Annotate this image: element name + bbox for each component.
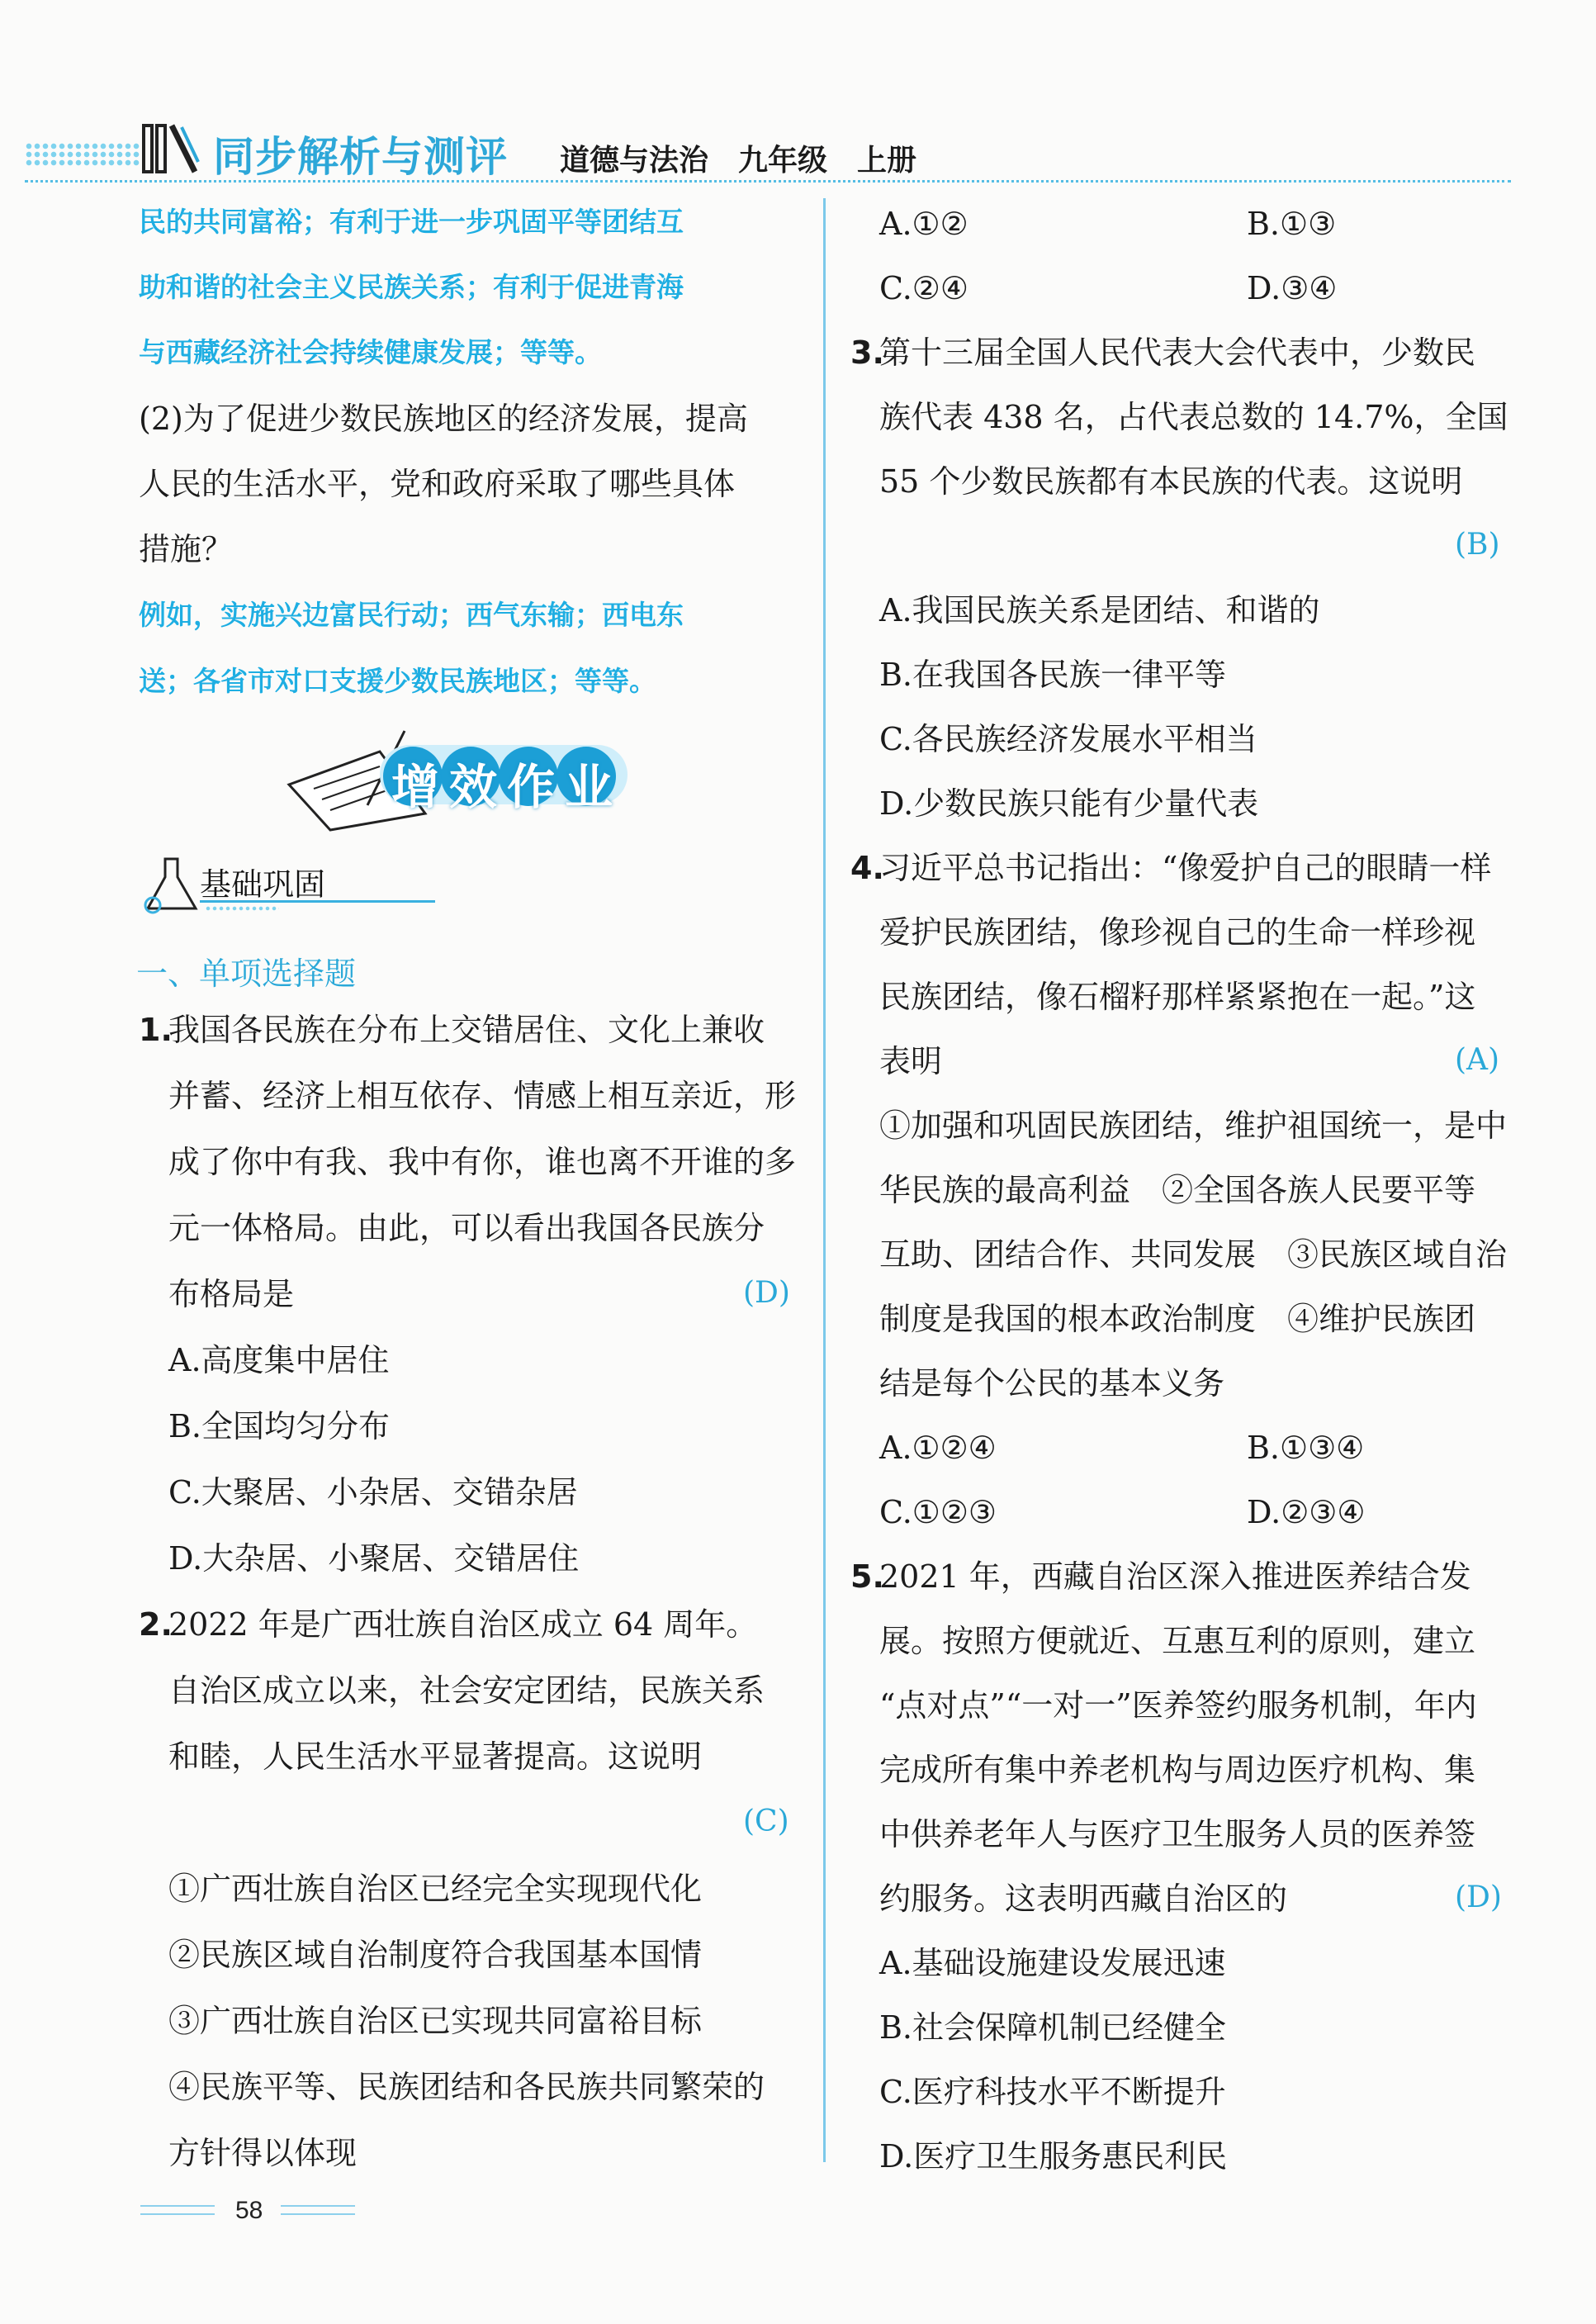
banner-title: 增效作业: [391, 759, 623, 815]
question-line: 并蓄、经济上相互依存、情感上相互亲近，形: [168, 1078, 797, 1114]
option: D.③④: [1247, 270, 1338, 306]
answer-line: 助和谐的社会主义民族关系；有利于促进青海: [139, 271, 684, 303]
question-number: 1.: [139, 1012, 173, 1048]
question-number: 2.: [139, 1606, 173, 1643]
answer-line: 例如，实施兴边富民行动；西气东输；西电东: [139, 599, 684, 631]
section-title: 基础巩固: [200, 866, 326, 903]
answer-line: 与西藏经济社会持续健康发展；等等。: [139, 336, 602, 368]
flask-icon: [136, 851, 202, 917]
option: A.高度集中居住: [168, 1342, 390, 1378]
option: A.我国民族关系是团结、和谐的: [879, 592, 1320, 628]
statement: 制度是我国的根本政治制度 ④维护民族团: [879, 1301, 1476, 1337]
statement: 互助、团结合作、共同发展 ③民族区域自治: [879, 1236, 1508, 1273]
statement: 结是每个公民的基本义务: [879, 1365, 1225, 1402]
page-number-rule: [281, 2205, 355, 2207]
option: B.全国均匀分布: [168, 1408, 391, 1444]
page-number-rule: [281, 2213, 355, 2215]
question-line: “点对点”“一对一”医养签约服务机制，年内: [879, 1687, 1477, 1724]
option: B.①③: [1247, 206, 1337, 242]
option: D.大杂居、小聚居、交错居住: [168, 1540, 580, 1577]
option: C.②④: [879, 270, 968, 306]
answer-mark: (D): [743, 1276, 790, 1310]
section-underline: [200, 900, 435, 903]
statement: 方针得以体现: [168, 2135, 358, 2171]
book-subtitle: 道德与法治 九年级 上册: [560, 144, 917, 178]
question-line: 2021 年，西藏自治区深入推进医养结合发: [879, 1558, 1471, 1595]
statement: ①加强和巩固民族团结，维护祖国统一，是中: [879, 1107, 1508, 1144]
header-dots-decoration: [25, 142, 140, 167]
option: A.基础设施建设发展迅速: [879, 1945, 1226, 1981]
answer-line: 送；各省市对口支援少数民族地区；等等。: [139, 665, 656, 697]
page-number-rule: [140, 2213, 215, 2215]
question-number: 3.: [850, 334, 884, 371]
option: C.各民族经济发展水平相当: [879, 721, 1257, 757]
question-line: 民族团结，像石榴籽那样紧紧抱在一起。”这: [879, 979, 1476, 1015]
question-line: 习近平总书记指出：“像爱护自己的眼睛一样: [879, 850, 1492, 886]
answer-mark: (D): [1455, 1881, 1502, 1914]
statement: ②民族区域自治制度符合我国基本国情: [168, 1937, 703, 1973]
question-line: 族代表 438 名，占代表总数的 14.7%，全国: [879, 399, 1508, 435]
option: C.医疗科技水平不断提升: [879, 2074, 1226, 2110]
question-line: 爱护民族团结，像珍视自己的生命一样珍视: [879, 914, 1476, 951]
answer-mark: (C): [743, 1805, 789, 1838]
question-line: 成了你中有我、我中有你，谁也离不开谁的多: [168, 1144, 797, 1180]
question-line: 人民的生活水平，党和政府采取了哪些具体: [139, 466, 736, 502]
option: A.①②④: [879, 1430, 997, 1466]
question-line: 约服务。这表明西藏自治区的: [879, 1881, 1288, 1917]
statement: ④民族平等、民族团结和各民族共同繁荣的: [168, 2069, 765, 2105]
section-dots: [205, 906, 279, 911]
question-line: 自治区成立以来，社会安定团结，民族关系: [168, 1672, 765, 1709]
answer-mark: (A): [1455, 1043, 1500, 1077]
answer-line: 民的共同富裕；有利于进一步巩固平等团结互: [139, 206, 684, 238]
question-line: 第十三届全国人民代表大会代表中，少数民: [879, 334, 1476, 371]
option: C.大聚居、小杂居、交错杂居: [168, 1474, 578, 1511]
option: D.少数民族只能有少量代表: [879, 785, 1259, 822]
option: D.②③④: [1247, 1494, 1366, 1530]
statement: 华民族的最高利益 ②全国各族人民要平等: [879, 1172, 1476, 1208]
book-series-title: 同步解析与测评: [213, 133, 508, 181]
statement: ①广西壮族自治区已经完全实现现代化: [168, 1871, 703, 1907]
option: B.在我国各民族一律平等: [879, 657, 1227, 693]
question-line: 我国各民族在分布上交错居住、文化上兼收: [168, 1012, 765, 1048]
question-line: (2)为了促进少数民族地区的经济发展，提高: [139, 401, 748, 437]
page-number-rule: [140, 2205, 215, 2207]
books-icon: [142, 122, 200, 173]
option: A.①②: [879, 206, 968, 242]
question-line: 55 个少数民族都有本民族的代表。这说明: [879, 463, 1463, 500]
column-divider: [823, 198, 826, 2162]
question-line: 中供养老年人与医疗卫生服务人员的医养签: [879, 1816, 1476, 1852]
question-number: 4.: [850, 850, 884, 886]
question-line: 完成所有集中养老机构与周边医疗机构、集: [879, 1752, 1476, 1788]
question-line: 元一体格局。由此，可以看出我国各民族分: [168, 1210, 765, 1246]
question-line: 展。按照方便就近、互惠互利的原则，建立: [879, 1623, 1476, 1659]
question-category: 一、单项选择题: [136, 956, 357, 992]
question-line: 布格局是: [168, 1276, 295, 1312]
option: B.社会保障机制已经健全: [879, 2009, 1227, 2046]
question-number: 5.: [850, 1558, 884, 1595]
question-line: 表明: [879, 1043, 943, 1079]
option: D.医疗卫生服务惠民利民: [879, 2138, 1228, 2175]
answer-mark: (B): [1455, 528, 1500, 562]
page-number: 58: [235, 2197, 263, 2224]
header-divider: [25, 180, 1511, 183]
question-line: 2022 年是广西壮族自治区成立 64 周年。: [168, 1606, 758, 1643]
option: B.①③④: [1247, 1430, 1365, 1466]
option: C.①②③: [879, 1494, 997, 1530]
question-line: 和睦，人民生活水平显著提高。这说明: [168, 1738, 703, 1775]
question-line: 措施？: [139, 531, 234, 567]
statement: ③广西壮族自治区已实现共同富裕目标: [168, 2003, 703, 2039]
